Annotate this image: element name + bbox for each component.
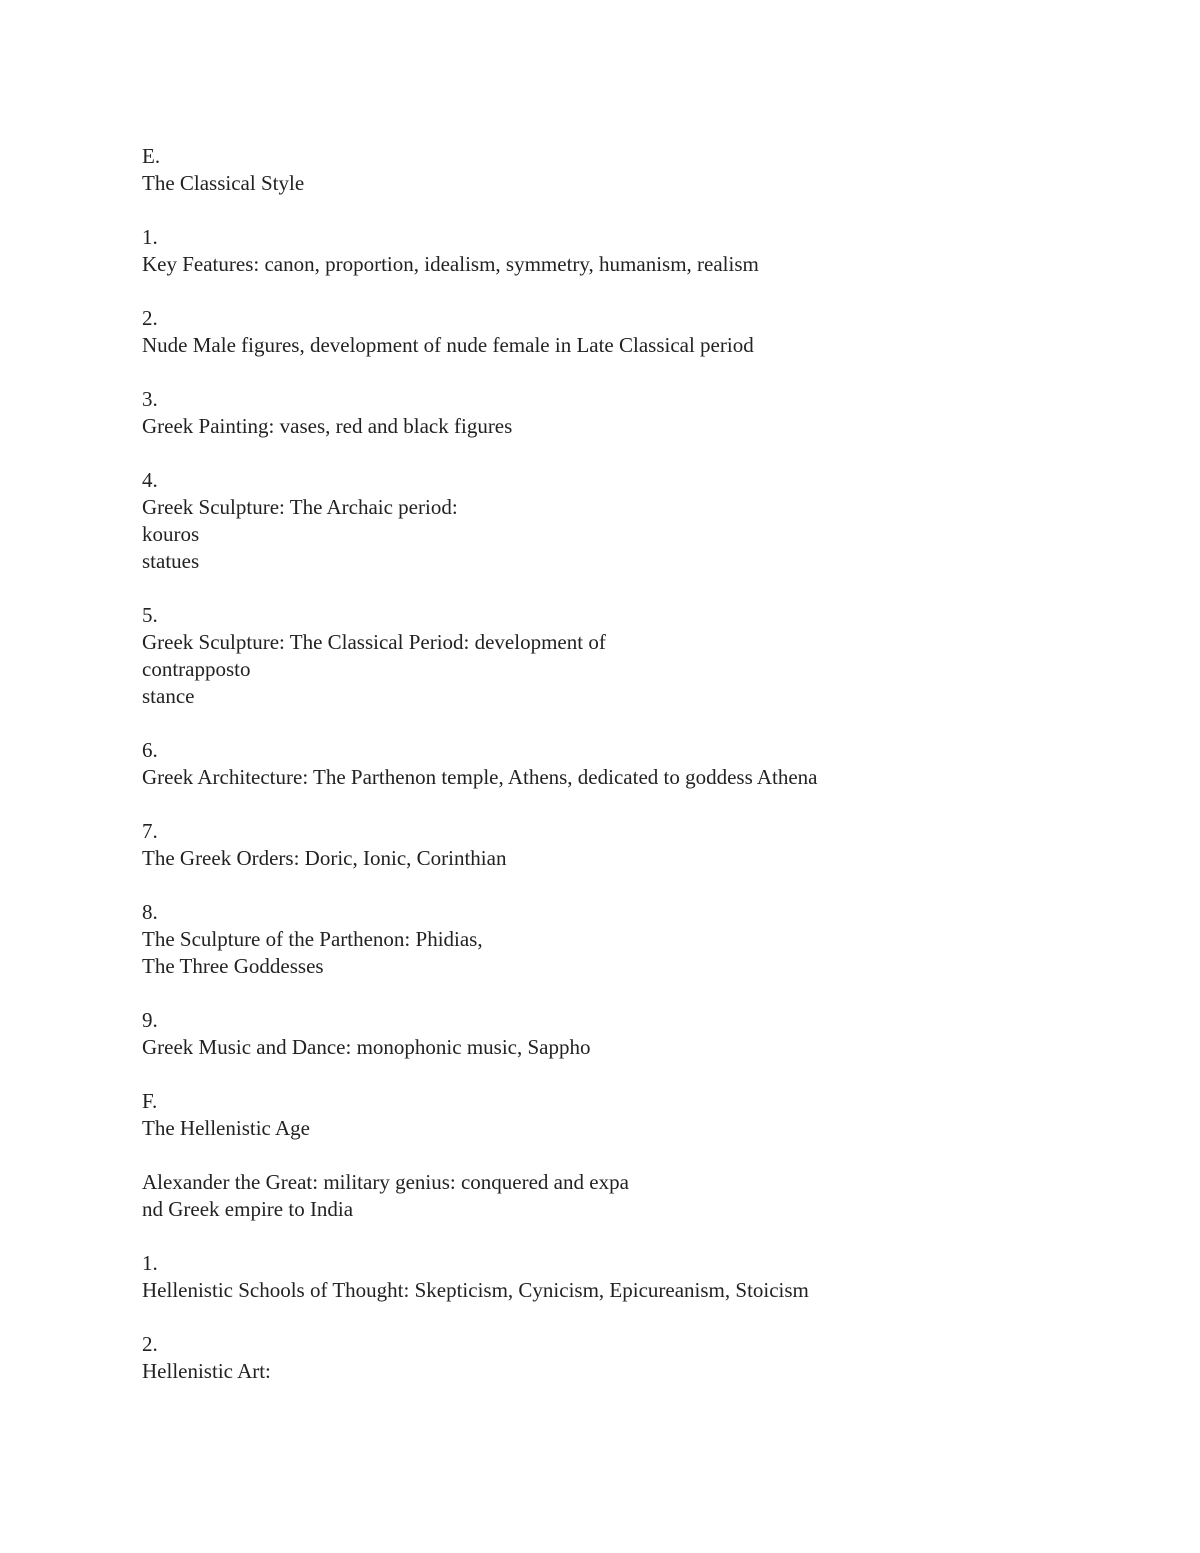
item-number: 5. (142, 603, 158, 627)
item-text-schools-of-thought: Hellenistic Schools of Thought: Skepticism, Cynicism, Epicureanism, Stoicism (142, 1278, 809, 1302)
blank-line (142, 1061, 1042, 1088)
blank-line (142, 1142, 1042, 1169)
item-number: 4. (142, 468, 158, 492)
blank-line (142, 197, 1042, 224)
blank-line (142, 791, 1042, 818)
item-text-statues: statues (142, 549, 200, 573)
blank-line (142, 980, 1042, 1007)
item-text-greek-painting: Greek Painting: vases, red and black figures (142, 414, 513, 438)
document-body (142, 143, 1042, 1385)
item-text-greek-orders: The Greek Orders: Doric, Ionic, Corinthian (142, 846, 507, 870)
item-number: 9. (142, 1008, 158, 1032)
item-text-classical-sculpture: Greek Sculpture: The Classical Period: development of (142, 630, 606, 654)
blank-line (142, 710, 1042, 737)
item-number: 2. (142, 306, 158, 330)
item-text-three-goddesses: The Three Goddesses (142, 954, 324, 978)
item-text-key-features: Key Features: canon, proportion, idealism, symmetry, humanism, realism (142, 252, 759, 276)
item-text-music-dance: Greek Music and Dance: monophonic music, Sappho (142, 1035, 591, 1059)
item-text-nude-figures: Nude Male figures, development of nude female in Late Classical period (142, 333, 754, 357)
item-text-hellenistic-art: Hellenistic Art: (142, 1359, 271, 1383)
blank-line (142, 1223, 1042, 1250)
blank-line (142, 872, 1042, 899)
section-heading-classical-style: The Classical Style (142, 171, 305, 195)
item-text-stance: stance (142, 684, 195, 708)
blank-line (142, 278, 1042, 305)
item-number: 1. (142, 225, 158, 249)
section-letter-f: F. (142, 1089, 158, 1113)
blank-line (142, 440, 1042, 467)
item-text-parthenon-sculpture: The Sculpture of the Parthenon: Phidias, (142, 927, 483, 951)
item-text-archaic-sculpture: Greek Sculpture: The Archaic period: (142, 495, 458, 519)
item-text-kouros: kouros (142, 522, 200, 546)
item-text-greek-architecture: Greek Architecture: The Parthenon temple, Athens, dedicated to goddess Athena (142, 765, 818, 789)
item-number: 2. (142, 1332, 158, 1356)
blank-line (142, 1304, 1042, 1331)
item-text-contrapposto: contrapposto (142, 657, 251, 681)
blank-line (142, 359, 1042, 386)
item-number: 6. (142, 738, 158, 762)
blank-line (142, 575, 1042, 602)
item-text-alexander: Alexander the Great: military genius: conquered and expa (142, 1170, 629, 1194)
item-number: 1. (142, 1251, 158, 1275)
item-number: 7. (142, 819, 158, 843)
section-heading-hellenistic-age: The Hellenistic Age (142, 1116, 310, 1140)
item-text-alexander-cont: nd Greek empire to India (142, 1197, 354, 1221)
item-number: 3. (142, 387, 158, 411)
item-number: 8. (142, 900, 158, 924)
section-letter-e: E. (142, 144, 161, 168)
